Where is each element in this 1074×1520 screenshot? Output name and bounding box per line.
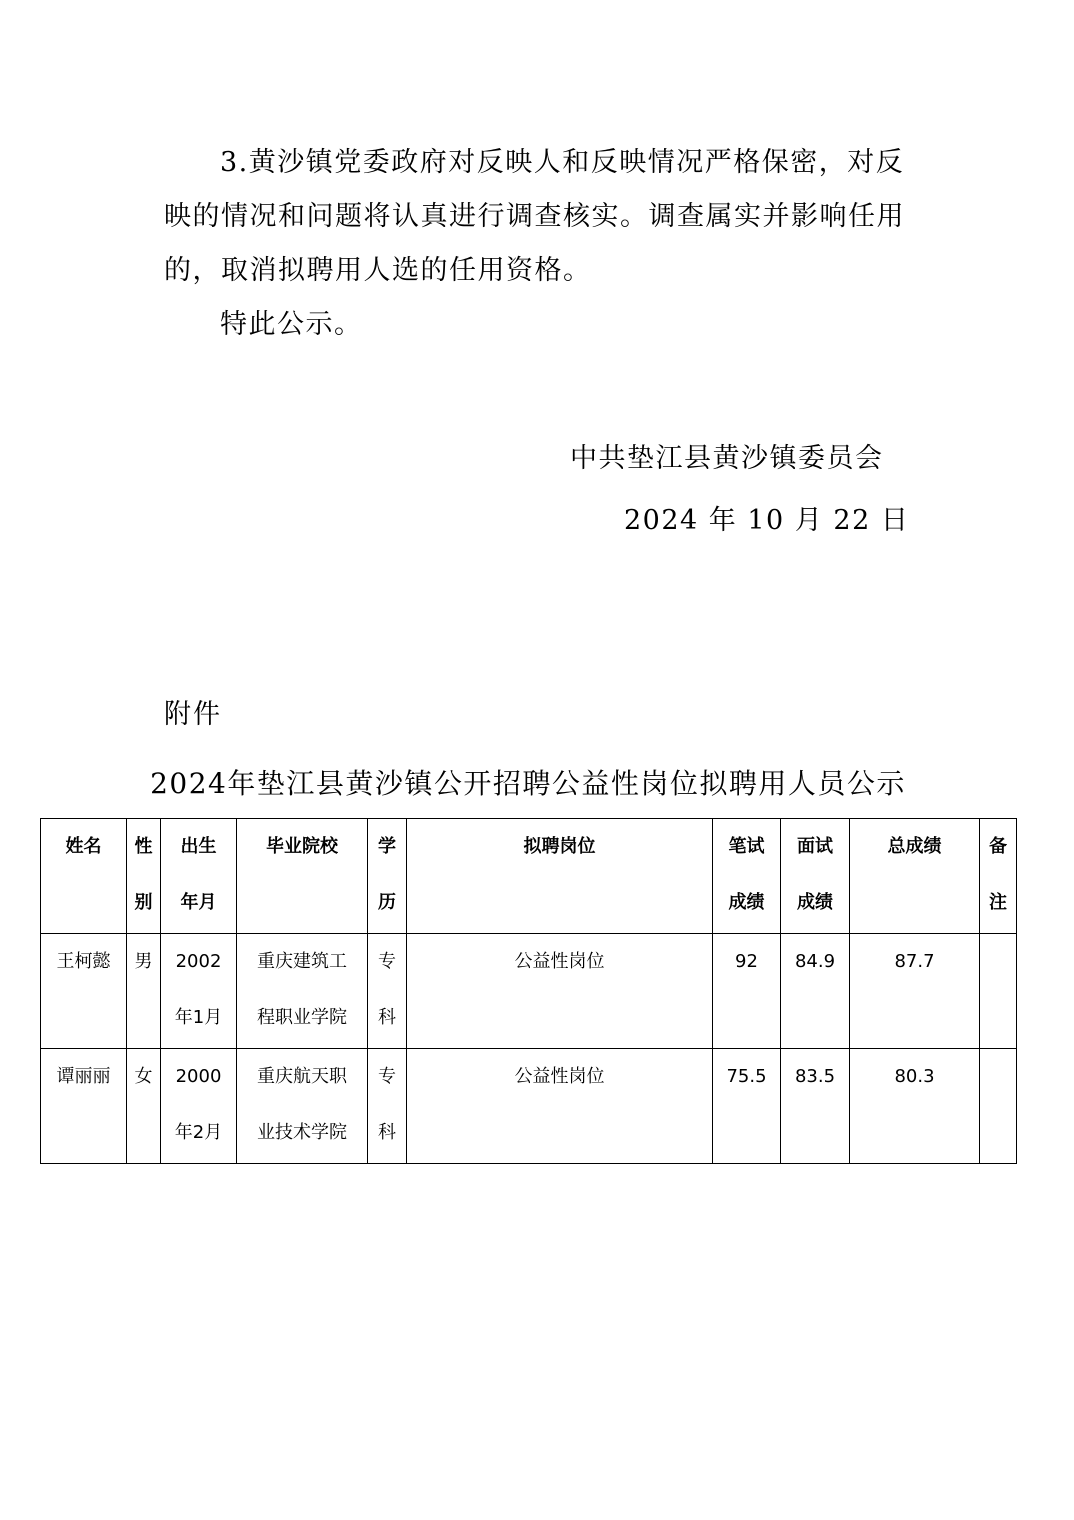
paragraph-3: 3.黄沙镇党委政府对反映人和反映情况严格保密，对反映的情况和问题将认真进行调查核实。调查属实并影响任用的，取消拟聘用人选的任用资格。: [164, 147, 905, 286]
cell-total-score: 80.3: [850, 1049, 980, 1164]
cell-name: 谭丽丽: [41, 1049, 127, 1164]
recruitment-table: [40, 818, 1017, 1164]
cell-written-score: 75.5: [713, 1049, 781, 1164]
signing-organization: 中共垫江县黄沙镇委员会: [570, 443, 884, 474]
cell-school: 重庆建筑工 程职业学院: [237, 934, 368, 1049]
cell-position: 公益性岗位: [407, 1049, 713, 1164]
header-position: 拟聘岗位: [407, 819, 713, 934]
header-school: 毕业院校: [237, 819, 368, 934]
header-birth: 出生 年月: [161, 819, 237, 934]
cell-birth: 2002 年1月: [161, 934, 237, 1049]
cell-position: 公益性岗位: [407, 934, 713, 1049]
annex-title: 2024年垫江县黄沙镇公开招聘公益性岗位拟聘用人员公示: [150, 767, 906, 800]
cell-remark: [980, 934, 1017, 1049]
cell-interview-score: 84.9: [781, 934, 850, 1049]
cell-birth: 2000 年2月: [161, 1049, 237, 1164]
signing-date: 2024 年 10 月 22 日: [624, 505, 910, 536]
table-row: [41, 934, 1017, 1049]
cell-name: 王柯懿: [41, 934, 127, 1049]
header-total-score: 总成绩: [850, 819, 980, 934]
cell-written-score: 92: [713, 934, 781, 1049]
table-header-row: [41, 819, 1017, 934]
cell-gender: 男: [127, 934, 161, 1049]
closing-statement: 特此公示。: [220, 309, 363, 340]
header-education: 学 历: [368, 819, 407, 934]
cell-education: 专 科: [368, 1049, 407, 1164]
header-gender: 性 别: [127, 819, 161, 934]
cell-interview-score: 83.5: [781, 1049, 850, 1164]
header-written-score: 笔试 成绩: [713, 819, 781, 934]
cell-remark: [980, 1049, 1017, 1164]
header-remark: 备 注: [980, 819, 1017, 934]
cell-total-score: 87.7: [850, 934, 980, 1049]
header-name: 姓名: [41, 819, 127, 934]
cell-school: 重庆航天职 业技术学院: [237, 1049, 368, 1164]
cell-education: 专 科: [368, 934, 407, 1049]
header-interview-score: 面试 成绩: [781, 819, 850, 934]
table-row: [41, 1049, 1017, 1164]
annex-label: 附件: [164, 699, 222, 730]
cell-gender: 女: [127, 1049, 161, 1164]
